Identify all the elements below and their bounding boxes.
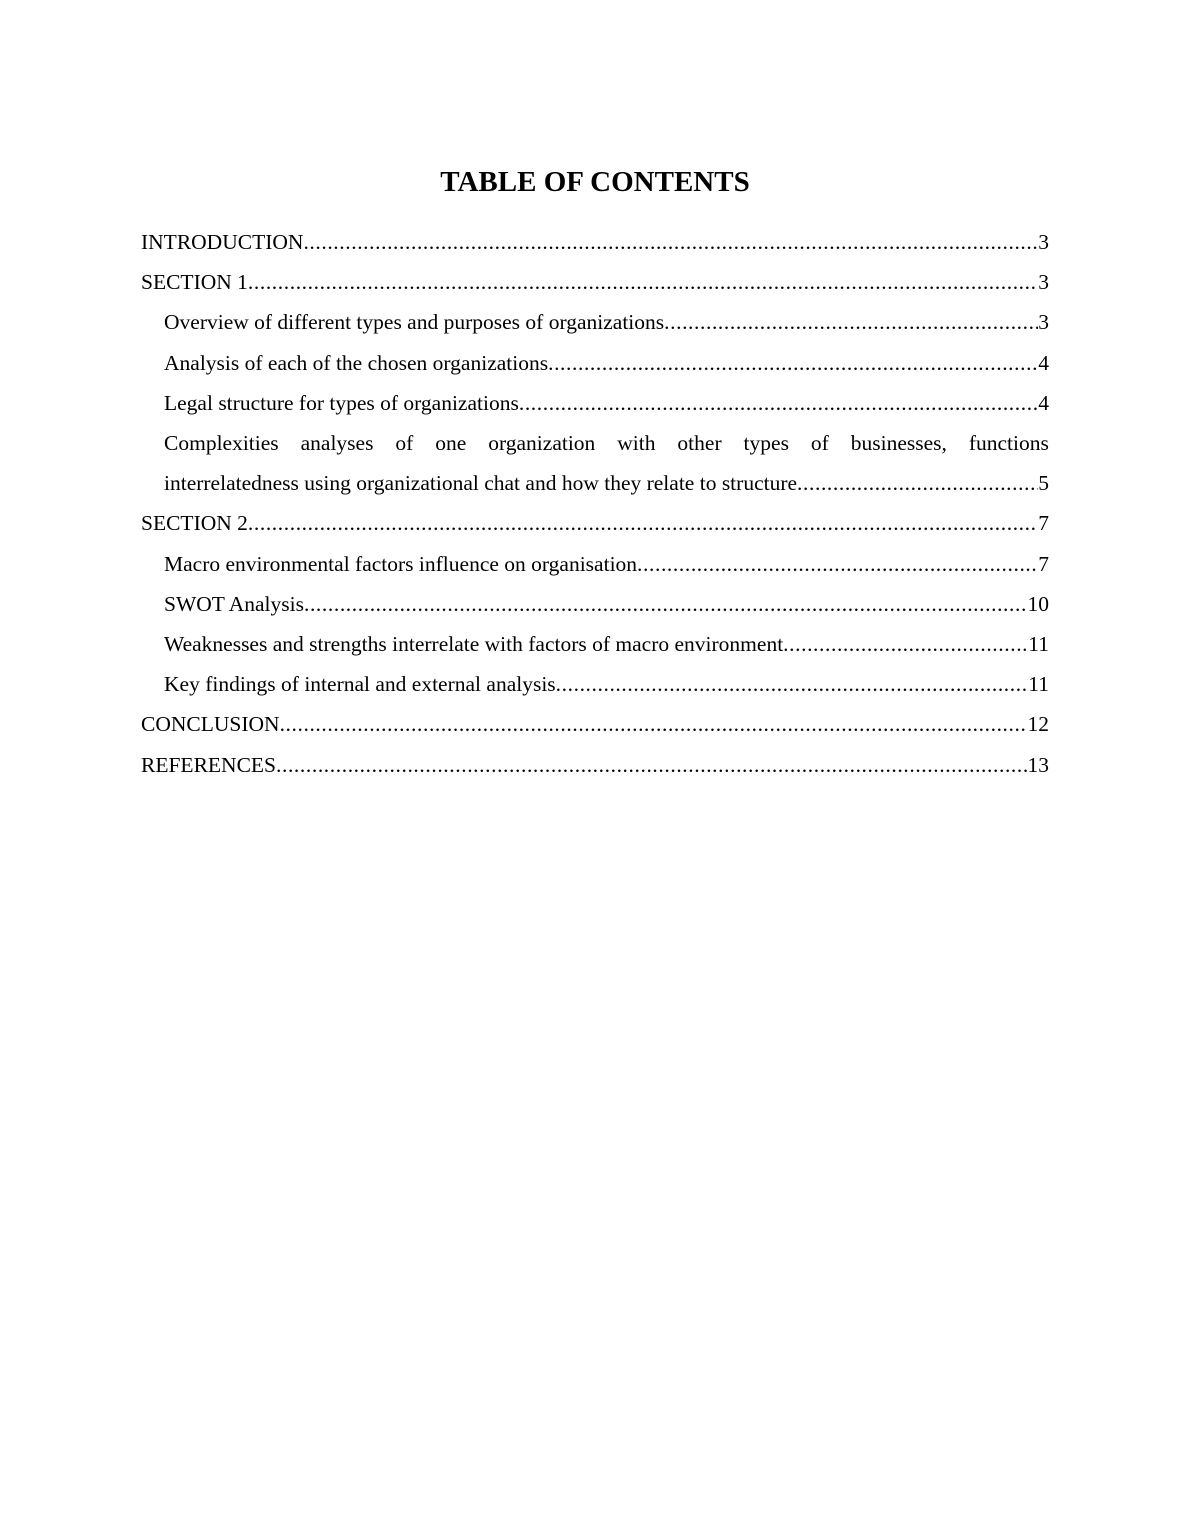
toc-entry-page-number: 11 (1028, 672, 1049, 697)
toc-entry-label: Legal structure for types of organizations (164, 390, 519, 415)
toc-entry-label: SECTION 1 (141, 270, 248, 295)
dot-leader (304, 584, 1028, 624)
toc-entry-page-number: 10 (1027, 591, 1049, 616)
toc-entry-page-number: 3 (1038, 230, 1049, 254)
toc-entry-complexities[interactable] (164, 423, 1049, 503)
dot-leader (276, 745, 1028, 785)
toc-entry-label: SWOT Analysis (164, 591, 304, 616)
toc-entry-label: CONCLUSION (141, 712, 280, 737)
toc-entry-label: Analysis of each of the chosen organizations (164, 350, 549, 375)
dot-leader (248, 503, 1038, 543)
dot-leader (280, 704, 1028, 744)
toc-title: TABLE OF CONTENTS (440, 166, 750, 198)
dot-leader (797, 463, 1038, 503)
toc-entry-label: SECTION 2 (141, 511, 248, 536)
toc-entry-legal-structure[interactable] (164, 383, 1049, 423)
table-of-contents (141, 222, 1049, 785)
toc-entry-introduction[interactable] (141, 222, 1049, 262)
toc-entry-label: INTRODUCTION (141, 230, 304, 254)
toc-entry-label: Macro environmental factors influence on organisation (164, 551, 638, 576)
toc-entry-page-number: 3 (1038, 270, 1049, 295)
toc-entry-page-number: 13 (1027, 752, 1049, 777)
toc-entry-overview[interactable] (164, 302, 1049, 342)
dot-leader (783, 624, 1028, 664)
toc-entry-page-number: 3 (1038, 310, 1049, 335)
toc-entry-page-number: 12 (1027, 712, 1049, 737)
toc-entry-weaknesses-strengths[interactable] (164, 624, 1049, 664)
toc-entry-analysis[interactable] (164, 343, 1049, 383)
toc-entry-swot[interactable] (164, 584, 1049, 624)
toc-entry-label: Overview of different types and purposes of organizations (164, 310, 665, 335)
toc-entry-key-findings[interactable] (164, 664, 1049, 704)
dot-leader (519, 383, 1038, 423)
toc-entry-label: REFERENCES (141, 752, 276, 777)
toc-entry-label: Weaknesses and strengths interrelate with factors of macro environment (164, 632, 784, 657)
toc-entry-section-2[interactable] (141, 503, 1049, 543)
toc-entry-label-line-2: interrelatedness using organizational chat and how they relate to structure (164, 471, 798, 496)
toc-entry-references[interactable] (141, 745, 1049, 785)
dot-leader (248, 262, 1038, 302)
toc-entry-macro-factors[interactable] (164, 544, 1049, 584)
dot-leader (637, 544, 1038, 584)
toc-entry-conclusion[interactable] (141, 704, 1049, 744)
toc-entry-page-number: 4 (1038, 350, 1049, 375)
toc-entry-page-number: 7 (1038, 551, 1049, 576)
dot-leader (303, 222, 1038, 262)
toc-entry-page-number: 4 (1038, 390, 1049, 415)
toc-entry-page-number: 7 (1038, 511, 1049, 536)
dot-leader (556, 664, 1029, 704)
toc-entry-label: Key findings of internal and external analysis (164, 672, 556, 697)
dot-leader (548, 343, 1038, 383)
toc-entry-label-line-1: Complexities analyses of one organization with other types of businesses, functions (164, 431, 1049, 456)
dot-leader (664, 302, 1038, 342)
toc-entry-section-1[interactable] (141, 262, 1049, 302)
toc-entry-page-number: 5 (1038, 471, 1049, 496)
toc-entry-page-number: 11 (1028, 632, 1049, 657)
